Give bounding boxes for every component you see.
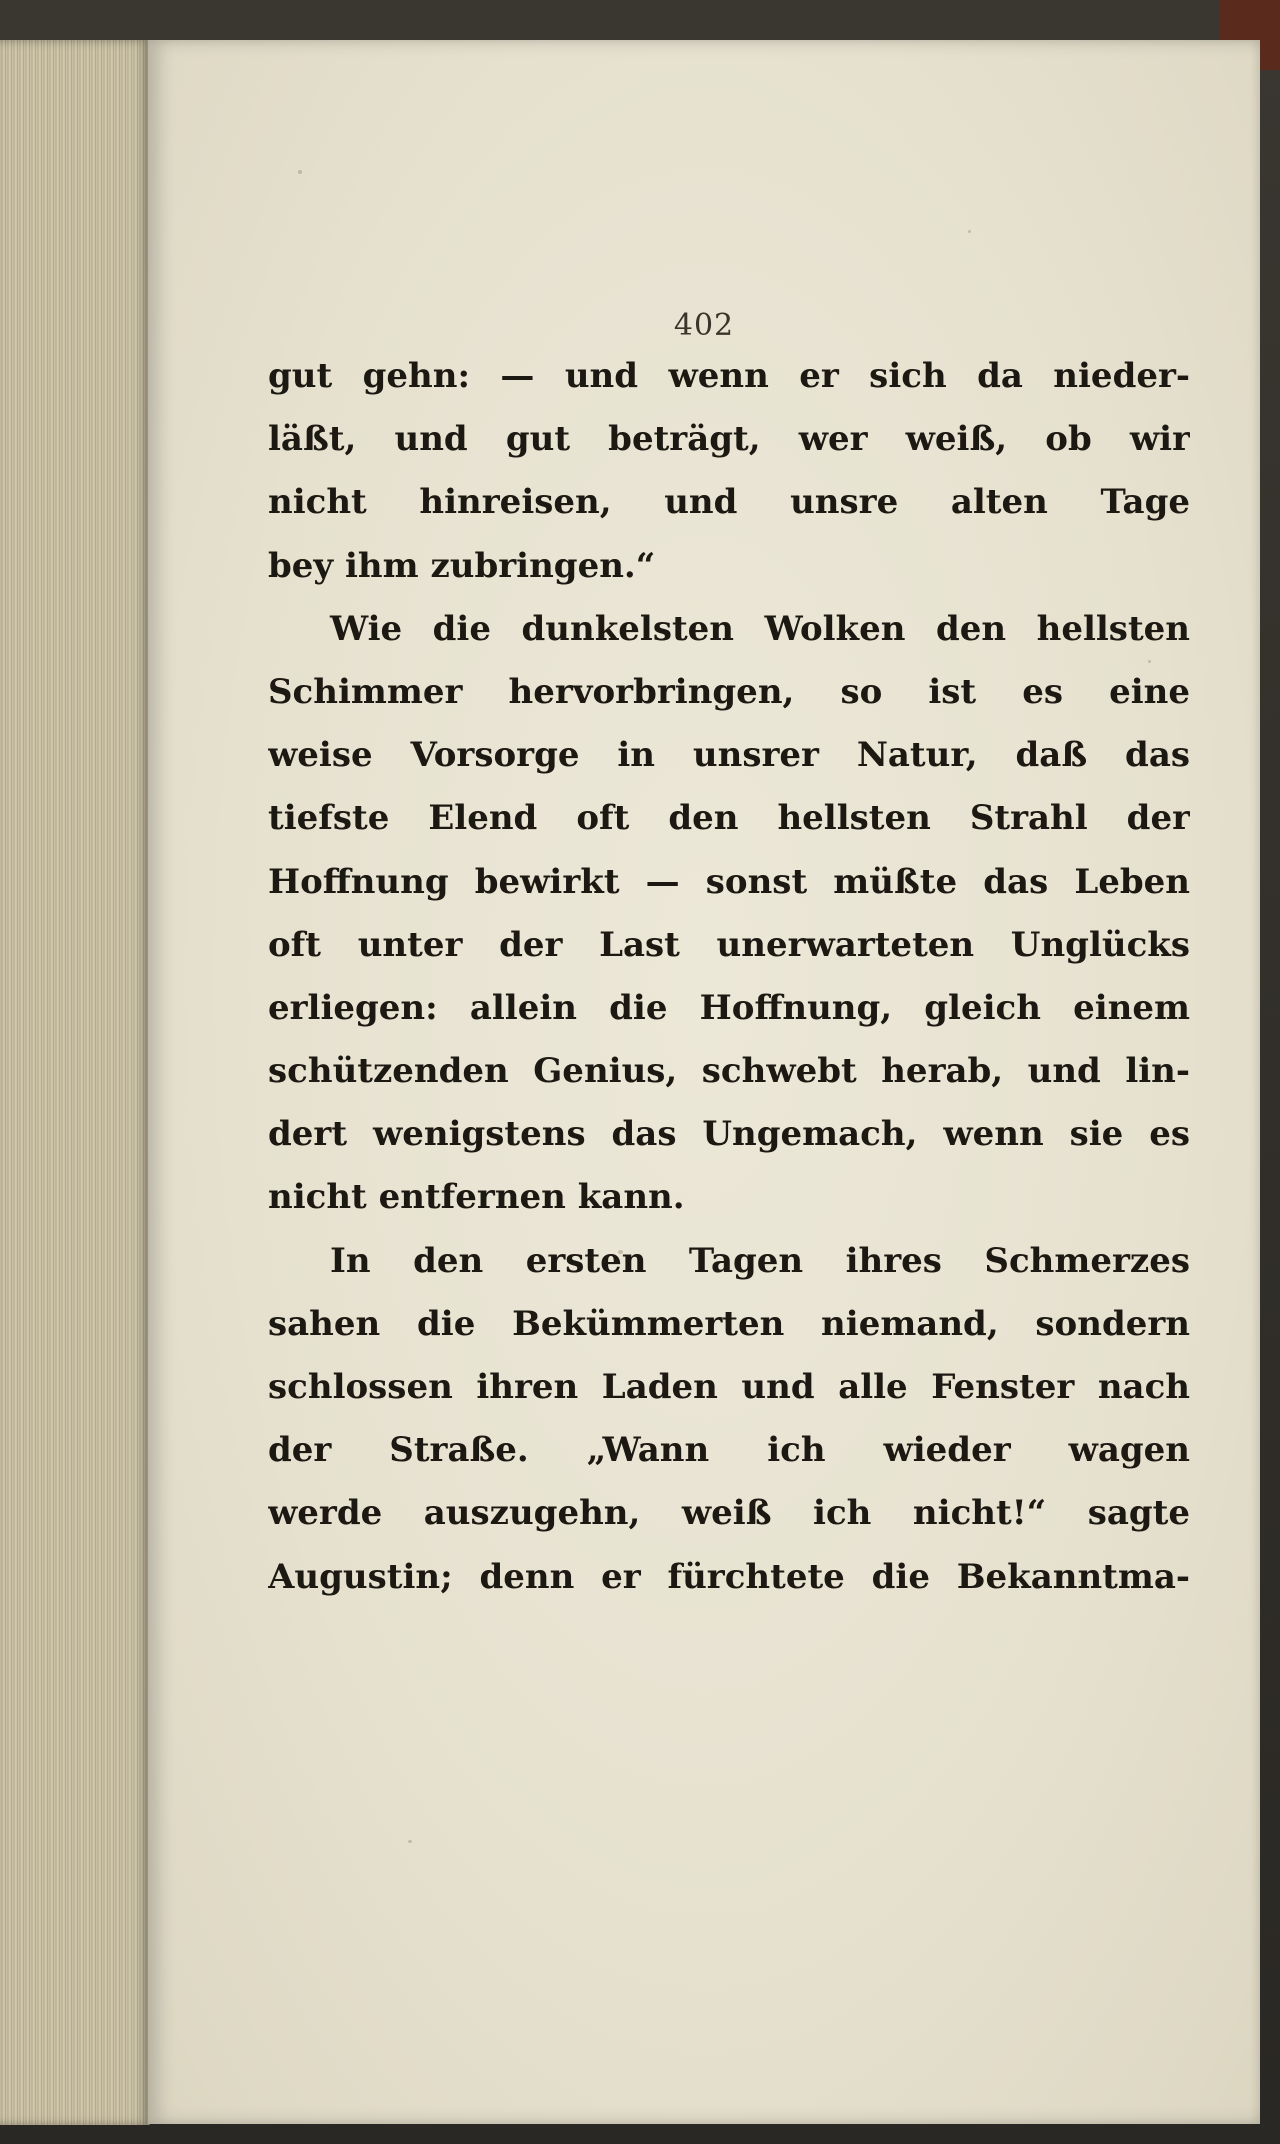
page-number: 402 bbox=[673, 308, 735, 343]
body-text bbox=[268, 345, 1190, 1609]
text-line: erliegen: allein die Hoffnung, gleich einem bbox=[268, 987, 1190, 1028]
text-line: dert wenigstens das Ungemach, wenn sie es bbox=[268, 1114, 1190, 1155]
text-line: Augustin; denn er fürchtete die Bekanntma- bbox=[268, 1556, 1190, 1597]
text-line: der Straße. „Wann ich wieder wagen bbox=[268, 1430, 1190, 1471]
paper-speck bbox=[968, 230, 971, 233]
text-line: sahen die Bekümmerten niemand, sondern bbox=[268, 1303, 1190, 1344]
paper-speck bbox=[298, 170, 302, 174]
text-line: Hoffnung bewirkt — sonst müßte das Leben bbox=[268, 861, 1190, 902]
text-line: läßt, und gut beträgt, wer weiß, ob wir bbox=[268, 419, 1190, 460]
text-line: oft unter der Last unerwarteten Unglücks bbox=[268, 924, 1190, 965]
text-line: schlossen ihren Laden und alle Fenster nach bbox=[268, 1367, 1190, 1407]
text-line: tiefste Elend oft den hellsten Strahl der bbox=[268, 798, 1190, 839]
paper-speck bbox=[408, 1840, 412, 1843]
text-line: gut gehn: — und wenn er sich da nieder- bbox=[268, 356, 1190, 396]
text-line: werde auszugehn, weiß ich nicht!“ sagte bbox=[268, 1493, 1190, 1534]
text-line: Wie die dunkelsten Wolken den hellsten bbox=[330, 608, 1190, 649]
text-line: weise Vorsorge in unsrer Natur, daß das bbox=[268, 735, 1190, 776]
page-edges bbox=[0, 40, 150, 2125]
text-line: Schimmer hervorbringen, so ist es eine bbox=[268, 671, 1190, 712]
text-line: schützenden Genius, schwebt herab, und lin- bbox=[268, 1051, 1190, 1092]
text-line: bey ihm zubringen.“ bbox=[268, 545, 656, 586]
text-line: nicht entfernen kann. bbox=[268, 1177, 685, 1218]
text-line: In den ersten Tagen ihres Schmerzes bbox=[330, 1240, 1190, 1281]
text-line: nicht hinreisen, und unsre alten Tage bbox=[268, 482, 1190, 523]
